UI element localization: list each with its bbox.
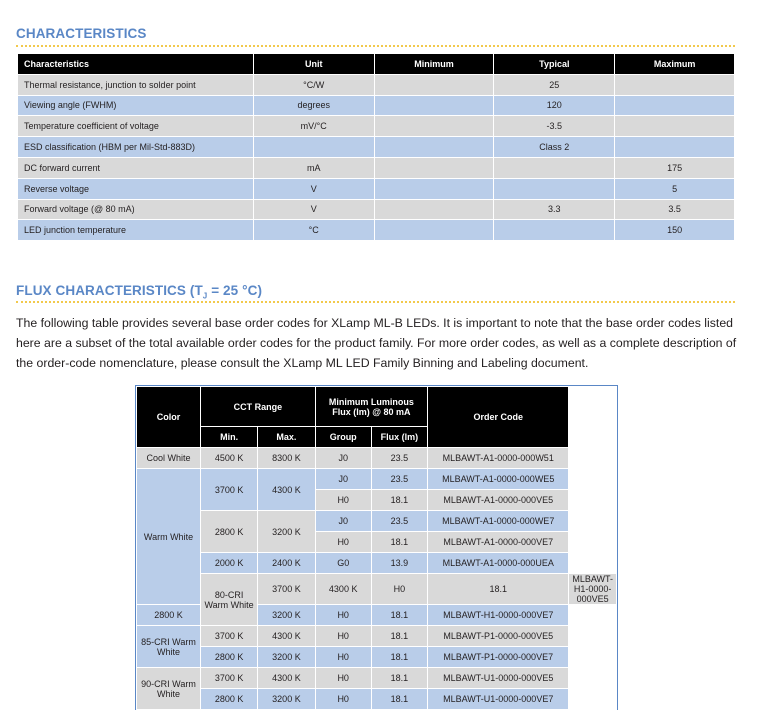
order-code-cell: MLBAWT-U1-0000-000VE5 xyxy=(428,668,569,689)
unit-cell: °C/W xyxy=(253,74,374,95)
group-cell: H0 xyxy=(315,626,371,647)
table-row xyxy=(18,199,735,220)
group-cell: H0 xyxy=(315,605,371,626)
table-row xyxy=(137,689,617,710)
flux-cell: 23.5 xyxy=(371,448,427,469)
minimum-cell xyxy=(374,137,494,158)
cct-max-cell: 3200 K xyxy=(258,605,316,626)
cct-max-cell: 3200 K xyxy=(258,647,316,668)
cct-min-cell: 2800 K xyxy=(200,689,257,710)
minimum-cell xyxy=(374,116,494,137)
color-cell: Cool White xyxy=(137,448,201,469)
maximum-cell: 5 xyxy=(615,178,735,199)
maximum-cell: 150 xyxy=(615,220,735,241)
table-row xyxy=(18,178,735,199)
cct-max-cell: 2400 K xyxy=(258,553,316,574)
unit-cell: degrees xyxy=(253,95,374,116)
characteristic-name: DC forward current xyxy=(18,157,254,178)
cct-min-cell: 2800 K xyxy=(200,647,257,668)
unit-cell: V xyxy=(253,199,374,220)
cct-min-cell: 2800 K xyxy=(137,605,201,626)
typical-cell xyxy=(494,220,615,241)
order-code-cell: MLBAWT-A1-0000-000VE7 xyxy=(428,532,569,553)
typical-cell: 120 xyxy=(494,95,615,116)
typical-cell: -3.5 xyxy=(494,116,615,137)
typical-cell: Class 2 xyxy=(494,137,615,158)
minimum-cell xyxy=(374,157,494,178)
group-cell: H0 xyxy=(371,574,427,605)
order-code-cell: MLBAWT-A1-0000-000VE5 xyxy=(428,490,569,511)
cct-min-cell: 3700 K xyxy=(258,574,316,605)
table-row xyxy=(137,647,617,668)
color-cell: 90-CRI Warm White xyxy=(137,668,201,710)
column-header: Unit xyxy=(253,54,374,75)
typical-cell xyxy=(494,157,615,178)
section-divider xyxy=(16,301,735,303)
group-cell: J0 xyxy=(315,511,371,532)
group-cell: H0 xyxy=(315,668,371,689)
table-row xyxy=(137,574,617,605)
table-row xyxy=(18,157,735,178)
maximum-cell xyxy=(615,74,735,95)
flux-header: Minimum Luminous Flux (lm) @ 80 mA xyxy=(315,387,427,427)
characteristics-table xyxy=(17,53,735,241)
cct-min-cell: 4500 K xyxy=(200,448,257,469)
minimum-cell xyxy=(374,199,494,220)
table-row xyxy=(18,137,735,158)
cct-max-cell: 8300 K xyxy=(258,448,316,469)
order-code-cell: MLBAWT-A1-0000-000WE5 xyxy=(428,469,569,490)
section-title-flux-characteristics xyxy=(16,283,262,301)
column-header: Typical xyxy=(494,54,615,75)
unit-cell: mV/°C xyxy=(253,116,374,137)
flux-cell: 18.1 xyxy=(371,689,427,710)
cct-min-cell: 3700 K xyxy=(200,626,257,647)
group-cell: H0 xyxy=(315,689,371,710)
table-row xyxy=(137,469,617,490)
characteristic-name: LED junction temperature xyxy=(18,220,254,241)
table-row xyxy=(137,511,617,532)
maximum-cell xyxy=(615,116,735,137)
flux-cell: 18.1 xyxy=(371,647,427,668)
group-cell: J0 xyxy=(315,469,371,490)
unit-cell: mA xyxy=(253,157,374,178)
order-code-cell: MLBAWT-P1-0000-000VE7 xyxy=(428,647,569,668)
unit-cell: °C xyxy=(253,220,374,241)
group-cell: J0 xyxy=(315,448,371,469)
intro-paragraph: The following table provides several base order codes for XLamp ML-B LEDs. It is important to note that the base order codes listed here are a subset of the total available order codes for the product family. For more order codes, as well as a complete description of the order-code nomenclature, please consult the XLamp ML LED Family Binning and Labeling document. xyxy=(16,316,737,370)
order-code-cell: MLBAWT-P1-0000-000VE5 xyxy=(428,626,569,647)
column-header: Maximum xyxy=(615,54,735,75)
cct-min-cell: 2800 K xyxy=(200,511,257,553)
section-divider xyxy=(16,45,735,47)
order-code-cell: MLBAWT-H1-0000-000VE7 xyxy=(428,605,569,626)
group-cell: G0 xyxy=(315,553,371,574)
order-code-header: Order Code xyxy=(428,387,569,448)
table-row xyxy=(137,448,617,469)
table-header-row xyxy=(18,54,735,75)
section-title-characteristics: CHARACTERISTICS xyxy=(16,26,147,41)
unit-cell xyxy=(253,137,374,158)
table-row xyxy=(18,116,735,137)
color-cell: Warm White xyxy=(137,469,201,605)
minimum-cell xyxy=(374,178,494,199)
table-row xyxy=(137,553,617,574)
column-header: Characteristics xyxy=(18,54,254,75)
characteristic-name: Thermal resistance, junction to solder point xyxy=(18,74,254,95)
color-cell: 85-CRI Warm White xyxy=(137,626,201,668)
minimum-cell xyxy=(374,95,494,116)
unit-cell: V xyxy=(253,178,374,199)
flux-cell: 18.1 xyxy=(371,668,427,689)
maximum-cell: 3.5 xyxy=(615,199,735,220)
group-cell: H0 xyxy=(315,532,371,553)
cct-max-cell: 4300 K xyxy=(258,626,316,647)
max-header: Max. xyxy=(258,427,316,448)
flux-cell: 18.1 xyxy=(371,532,427,553)
maximum-cell xyxy=(615,137,735,158)
cct-max-cell: 4300 K xyxy=(258,469,316,511)
typical-cell: 3.3 xyxy=(494,199,615,220)
cct-min-cell: 3700 K xyxy=(200,668,257,689)
group-header: Group xyxy=(315,427,371,448)
characteristic-name: Reverse voltage xyxy=(18,178,254,199)
color-header: Color xyxy=(137,387,201,448)
order-code-cell: MLBAWT-A1-0000-000W51 xyxy=(428,448,569,469)
order-code-cell: MLBAWT-A1-0000-000WE7 xyxy=(428,511,569,532)
table-row xyxy=(137,668,617,689)
characteristic-name: Temperature coefficient of voltage xyxy=(18,116,254,137)
typical-cell: 25 xyxy=(494,74,615,95)
cct-max-cell: 3200 K xyxy=(258,689,316,710)
typical-cell xyxy=(494,178,615,199)
characteristic-name: Forward voltage (@ 80 mA) xyxy=(18,199,254,220)
table-row xyxy=(18,220,735,241)
flux-cell: 18.1 xyxy=(371,605,427,626)
characteristic-name: Viewing angle (FWHM) xyxy=(18,95,254,116)
maximum-cell: 175 xyxy=(615,157,735,178)
table-row xyxy=(18,95,735,116)
title-text: = 25 °C) xyxy=(207,283,263,298)
flux-lm-header: Flux (lm) xyxy=(371,427,427,448)
table-row xyxy=(137,626,617,647)
min-header: Min. xyxy=(200,427,257,448)
order-code-cell: MLBAWT-A1-0000-000UEA xyxy=(428,553,569,574)
minimum-cell xyxy=(374,74,494,95)
cct-min-cell: 3700 K xyxy=(200,469,257,511)
order-code-cell: MLBAWT-H1-0000-000VE5 xyxy=(569,574,617,605)
flux-cell: 23.5 xyxy=(371,511,427,532)
cct-max-cell: 3200 K xyxy=(258,511,316,553)
cct-max-cell: 4300 K xyxy=(315,574,371,605)
group-cell: H0 xyxy=(315,490,371,511)
table-row xyxy=(18,74,735,95)
flux-cell: 23.5 xyxy=(371,469,427,490)
flux-cell: 18.1 xyxy=(371,626,427,647)
table-header-row xyxy=(137,387,617,427)
flux-cell: 13.9 xyxy=(371,553,427,574)
title-text: FLUX CHARACTERISTICS (T xyxy=(16,283,203,298)
column-header: Minimum xyxy=(374,54,494,75)
maximum-cell xyxy=(615,95,735,116)
title-subscript: J xyxy=(202,291,208,301)
flux-cell: 18.1 xyxy=(371,490,427,511)
flux-cell: 18.1 xyxy=(428,574,569,605)
flux-order-code-table xyxy=(136,386,617,710)
order-code-cell: MLBAWT-U1-0000-000VE7 xyxy=(428,689,569,710)
minimum-cell xyxy=(374,220,494,241)
characteristic-name: ESD classification (HBM per Mil-Std-883D) xyxy=(18,137,254,158)
color-cell: 80-CRI Warm White xyxy=(200,574,257,626)
cct-min-cell: 2000 K xyxy=(200,553,257,574)
group-cell: H0 xyxy=(315,647,371,668)
cct-max-cell: 4300 K xyxy=(258,668,316,689)
cct-range-header: CCT Range xyxy=(200,387,315,427)
